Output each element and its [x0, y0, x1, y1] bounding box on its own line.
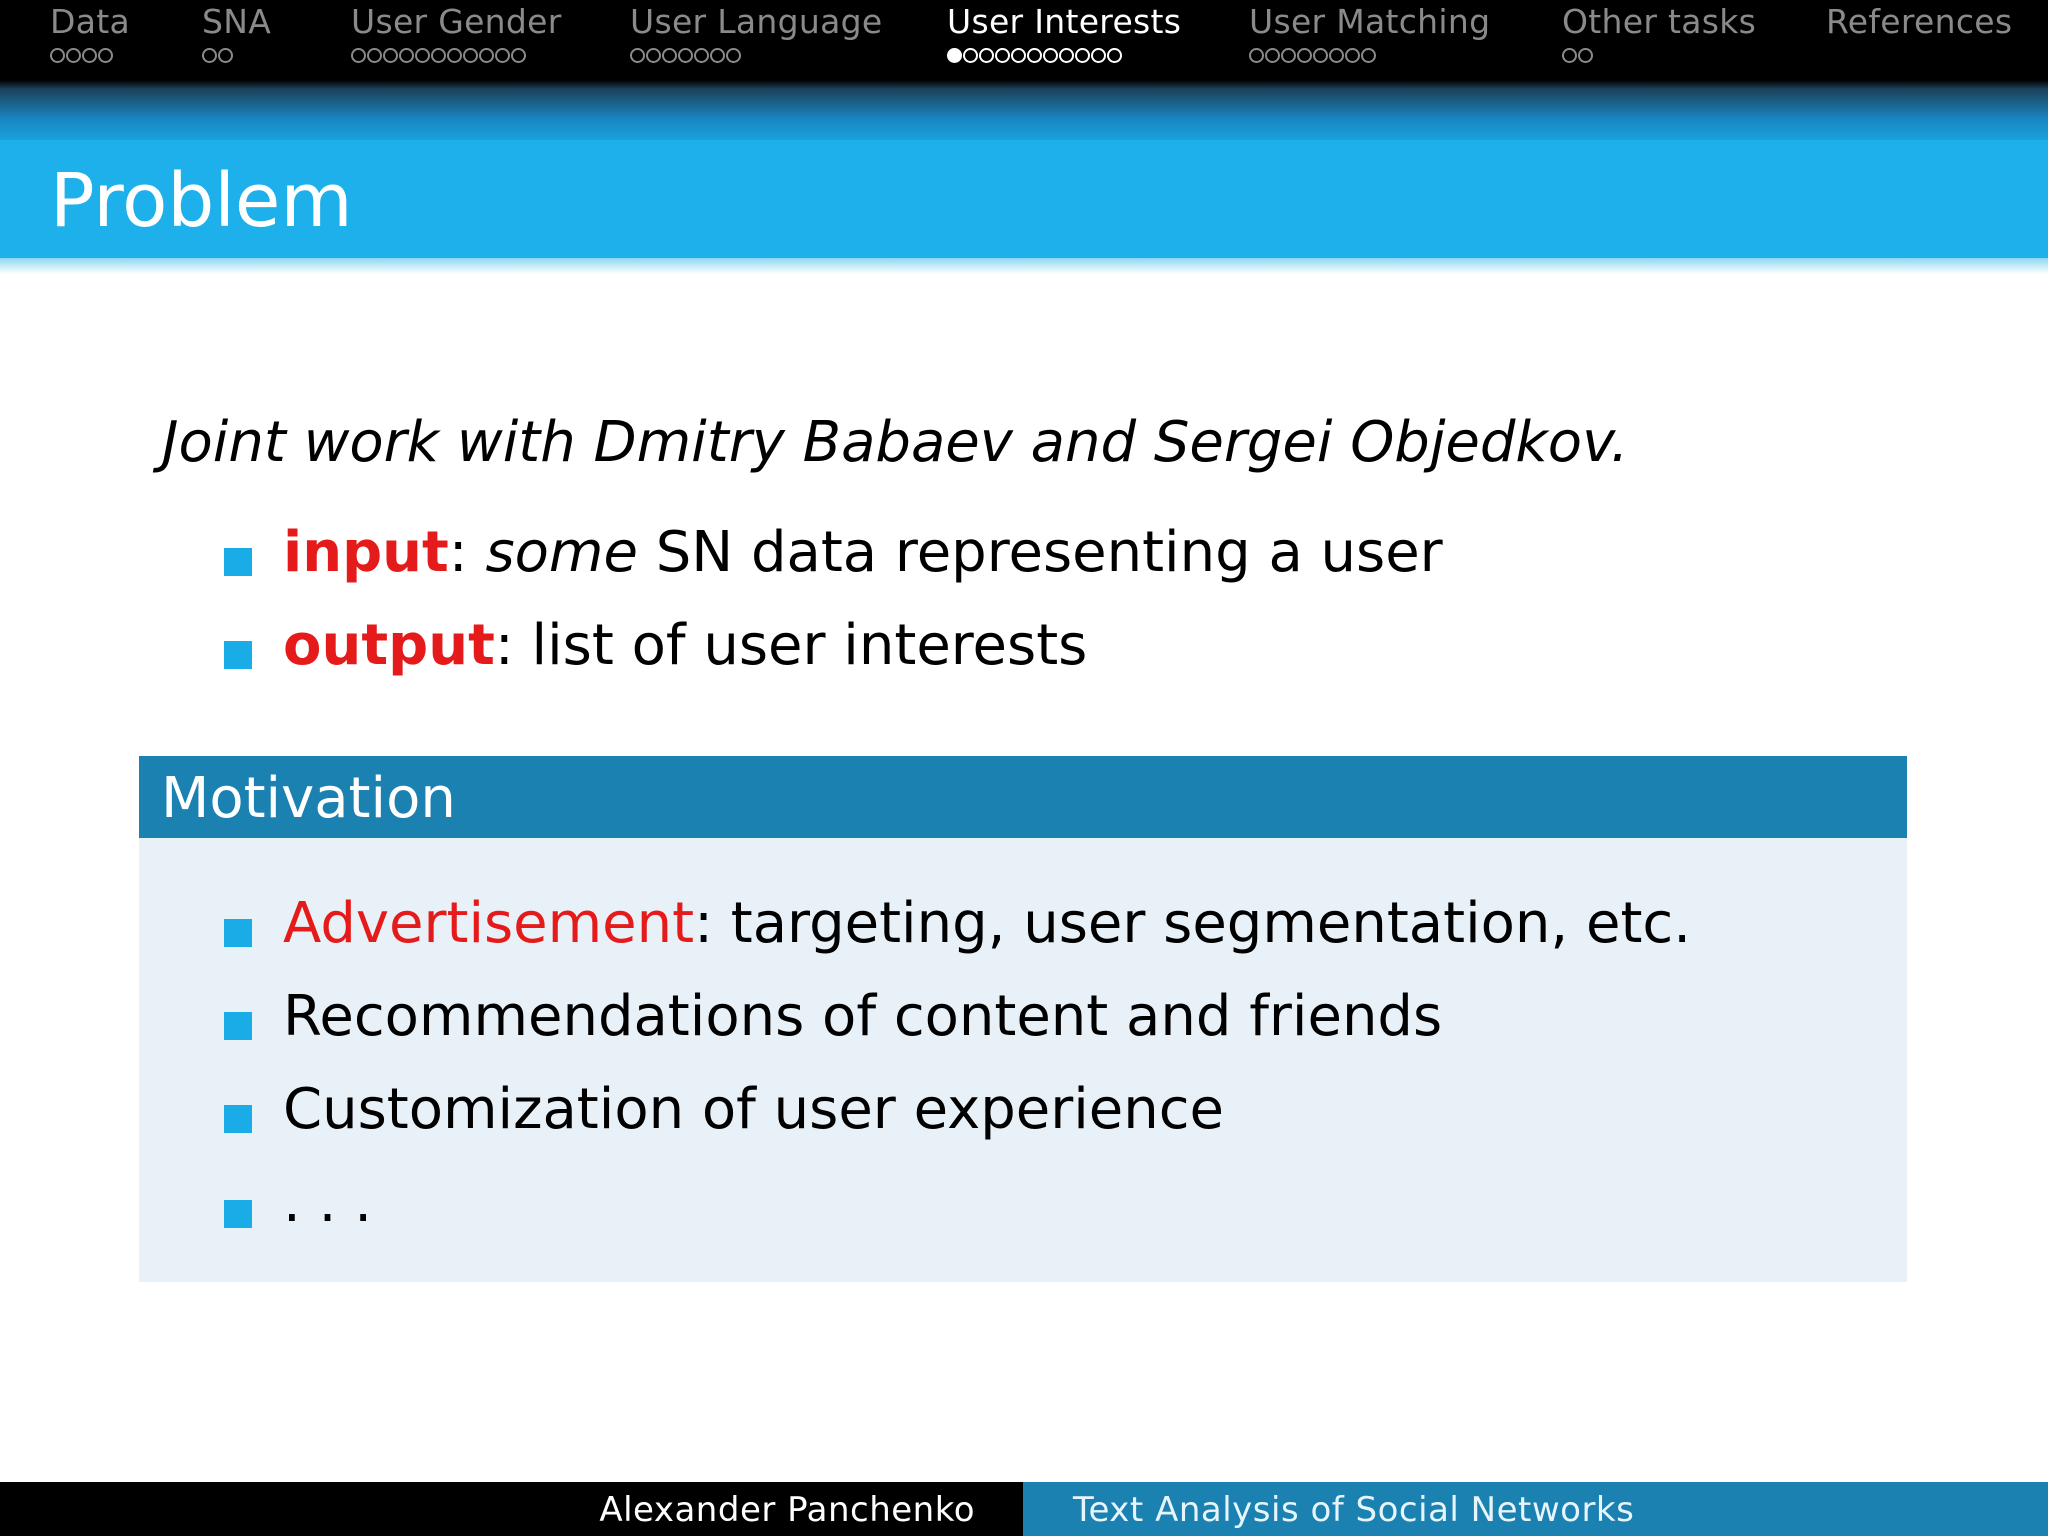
input-emphasis: some — [485, 520, 638, 585]
frame-dot-icon[interactable] — [511, 48, 526, 63]
nav-section-label: SNA — [202, 2, 272, 41]
slide-title: Problem — [50, 158, 353, 244]
bullet-square-icon — [224, 1200, 252, 1228]
frame-dot-icon[interactable] — [1313, 48, 1328, 63]
nav-section-dots — [351, 48, 526, 63]
nav-section-label: Other tasks — [1562, 2, 1757, 41]
frame-dot-icon[interactable] — [710, 48, 725, 63]
output-keyword: output — [283, 613, 495, 678]
motivation-block-title: Motivation — [161, 766, 456, 831]
frame-dot-icon[interactable] — [963, 48, 978, 63]
frame-dot-icon[interactable] — [726, 48, 741, 63]
frame-dot-icon[interactable] — [1027, 48, 1042, 63]
nav-section-dots — [630, 48, 741, 63]
frame-dot-icon[interactable] — [947, 48, 962, 63]
section-navigation — [0, 0, 2048, 88]
frame-dot-icon[interactable] — [383, 48, 398, 63]
bullet-square-icon — [224, 1105, 252, 1133]
frame-dot-icon[interactable] — [479, 48, 494, 63]
frame-dot-icon[interactable] — [431, 48, 446, 63]
input-separator: : — [448, 520, 468, 585]
output-description: list of user interests — [531, 613, 1088, 678]
output-separator: : — [494, 613, 514, 678]
frame-dot-icon[interactable] — [98, 48, 113, 63]
frame-dot-icon[interactable] — [351, 48, 366, 63]
footer-author: Alexander Panchenko — [599, 1490, 975, 1530]
frame-dot-icon[interactable] — [1107, 48, 1122, 63]
bullet-square-icon — [224, 1012, 252, 1040]
frame-dot-icon[interactable] — [1059, 48, 1074, 63]
frame-dot-icon[interactable] — [1329, 48, 1344, 63]
motivation-block-header — [139, 756, 1907, 838]
advertisement-keyword: Advertisement — [283, 891, 695, 956]
frame-dot-icon[interactable] — [218, 48, 233, 63]
input-item — [283, 520, 1443, 585]
frame-dot-icon[interactable] — [694, 48, 709, 63]
footer-title-bar — [1023, 1482, 2048, 1536]
joint-work-note: Joint work with Dmitry Babaev and Sergei Objedkov. — [162, 410, 1629, 475]
frame-dot-icon[interactable] — [1281, 48, 1296, 63]
frame-dot-icon[interactable] — [630, 48, 645, 63]
frame-title-bar — [0, 140, 2048, 258]
frame-dot-icon[interactable] — [447, 48, 462, 63]
input-keyword: input — [283, 520, 449, 585]
motivation-item-recommendations: Recommendations of content and friends — [283, 984, 1443, 1049]
nav-section-dots — [1249, 48, 1376, 63]
nav-section-label: Data — [50, 2, 130, 41]
bullet-square-icon — [224, 548, 252, 576]
frame-dot-icon[interactable] — [1345, 48, 1360, 63]
frame-dot-icon[interactable] — [66, 48, 81, 63]
frame-dot-icon[interactable] — [202, 48, 217, 63]
frame-dot-icon[interactable] — [1091, 48, 1106, 63]
frame-dot-icon[interactable] — [1075, 48, 1090, 63]
frame-dot-icon[interactable] — [1265, 48, 1280, 63]
bullet-square-icon — [224, 641, 252, 669]
frame-dot-icon[interactable] — [995, 48, 1010, 63]
header-gradient — [0, 88, 2048, 140]
frame-dot-icon[interactable] — [1043, 48, 1058, 63]
frame-dot-icon[interactable] — [50, 48, 65, 63]
footer-talk-title: Text Analysis of Social Networks — [1073, 1490, 1635, 1530]
nav-section-label: User Interests — [947, 2, 1182, 41]
nav-section-dots — [1562, 48, 1593, 63]
frame-dot-icon[interactable] — [1297, 48, 1312, 63]
frame-dot-icon[interactable] — [1578, 48, 1593, 63]
bullet-square-icon — [224, 919, 252, 947]
advertisement-description: : targeting, user segmentation, etc. — [694, 891, 1691, 956]
frame-dot-icon[interactable] — [646, 48, 661, 63]
title-shadow — [0, 258, 2048, 274]
input-description: SN data representing a user — [655, 520, 1443, 585]
nav-section-label: References — [1826, 2, 2013, 41]
motivation-item-customization: Customization of user experience — [283, 1077, 1224, 1142]
frame-dot-icon[interactable] — [1249, 48, 1264, 63]
nav-section-label: User Gender — [351, 2, 562, 41]
nav-section-dots — [202, 48, 233, 63]
frame-dot-icon[interactable] — [399, 48, 414, 63]
motivation-item-advertisement — [283, 891, 1691, 956]
frame-dot-icon[interactable] — [1361, 48, 1376, 63]
nav-section-dots — [947, 48, 1122, 63]
motivation-item-ellipsis: . . . — [283, 1170, 373, 1235]
frame-dot-icon[interactable] — [463, 48, 478, 63]
frame-dot-icon[interactable] — [495, 48, 510, 63]
frame-dot-icon[interactable] — [1562, 48, 1577, 63]
frame-dot-icon[interactable] — [82, 48, 97, 63]
nav-section-dots — [50, 48, 113, 63]
frame-dot-icon[interactable] — [662, 48, 677, 63]
footer-author-bar — [0, 1482, 1023, 1536]
frame-dot-icon[interactable] — [979, 48, 994, 63]
output-item — [283, 613, 1087, 678]
frame-dot-icon[interactable] — [415, 48, 430, 63]
frame-dot-icon[interactable] — [1011, 48, 1026, 63]
frame-dot-icon[interactable] — [367, 48, 382, 63]
nav-section-label: User Language — [630, 2, 883, 41]
nav-section-label: User Matching — [1249, 2, 1491, 41]
frame-dot-icon[interactable] — [678, 48, 693, 63]
